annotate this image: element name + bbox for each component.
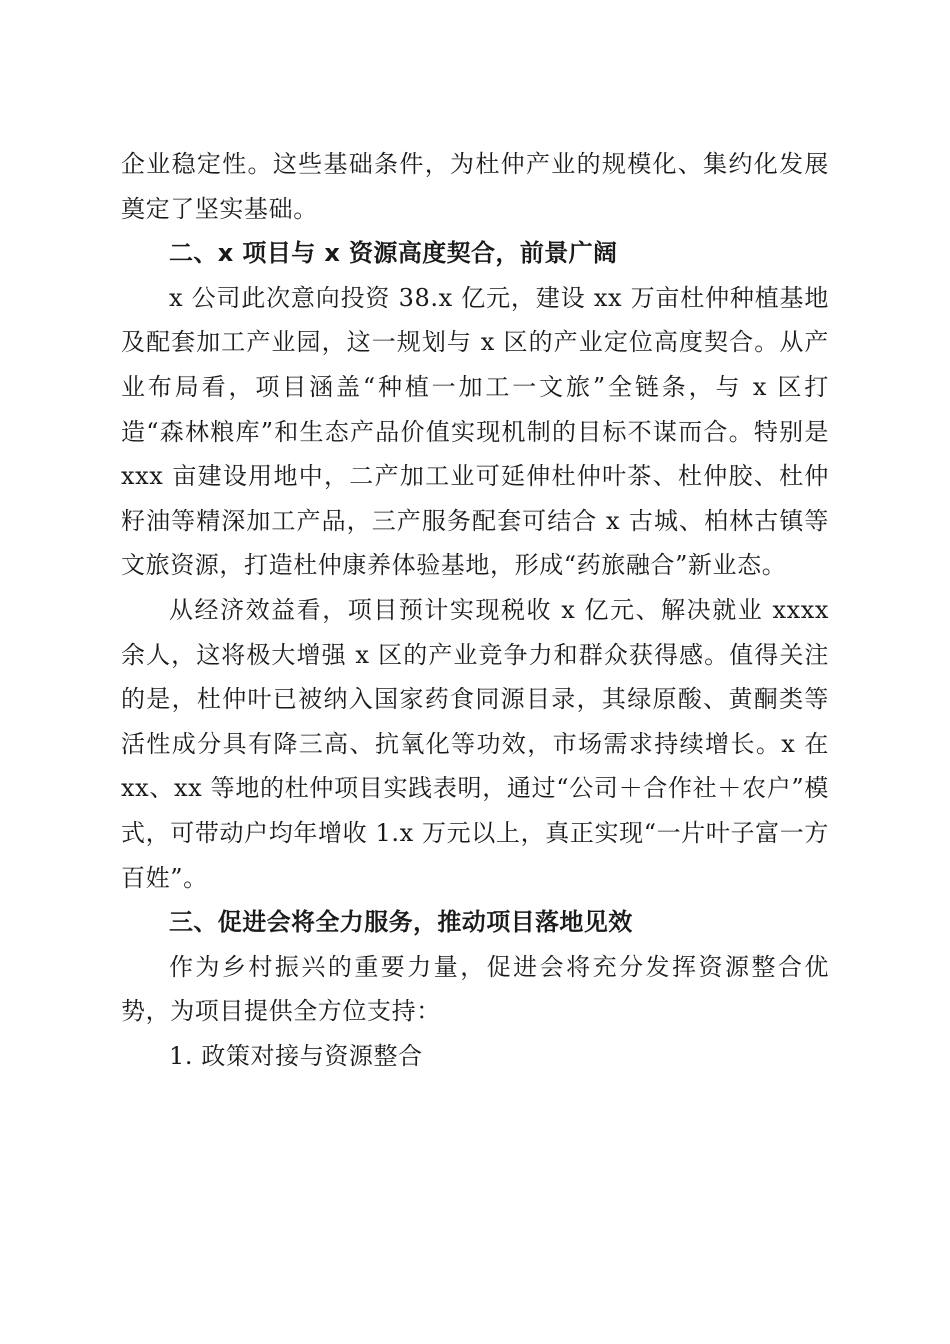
section-heading-3: 三、促进会将全力服务，推动项目落地见效 [169,908,633,937]
paragraph-continuation: 企业稳定性。这些基础条件，为杜仲产业的规模化、集约化发展奠定了坚实基础。 [121,150,829,223]
paragraph-economic-benefit: 从经济效益看，项目预计实现税收 x 亿元、解决就业 xxxx 余人，这将极大增强 x 区的产业竞争力和群众获得感。值得关注的是，杜仲叶已被纳入国家药食同源目录，其绿原酸、黄酮类等活性成分具有降三高、抗氧化等功效，市场需求持续增长。x 在 xx、xx 等地的杜仲项目实践表明，通过“公司＋合作社＋农户”模式，可带动户均年增收 1.x 万元以上，真正实现“一片叶子富一方百姓”。 [121,595,829,892]
paragraph-investment: x 公司此次意向投资 38.x 亿元，建设 xx 万亩杜仲种植基地及配套加工产业园，这一规划与 x 区的产业定位高度契合。从产业布局看，项目涵盖“种植一加工一文旅”全链条，与 x 区打造“森林粮库”和生态产品价值实现机制的目标不谋而合。特别是 xxx 亩建设用地中，二产加工业可延伸杜仲叶茶、杜仲胶、杜仲籽油等精深加工产品，三产服务配套可结合 x 古城、柏林古镇等文旅资源，打造杜仲康养体验基地，形成“药旅融合”新业态。 [121,283,829,580]
paragraph-support-intro: 作为乡村振兴的重要力量，促进会将充分发挥资源整合优势，为项目提供全方位支持： [121,952,829,1026]
list-item-policy: 1. 政策对接与资源整合 [169,1041,423,1070]
section-heading-2: 二、x 项目与 x 资源高度契合，前景广阔 [169,239,618,268]
document-body [121,142,829,1078]
